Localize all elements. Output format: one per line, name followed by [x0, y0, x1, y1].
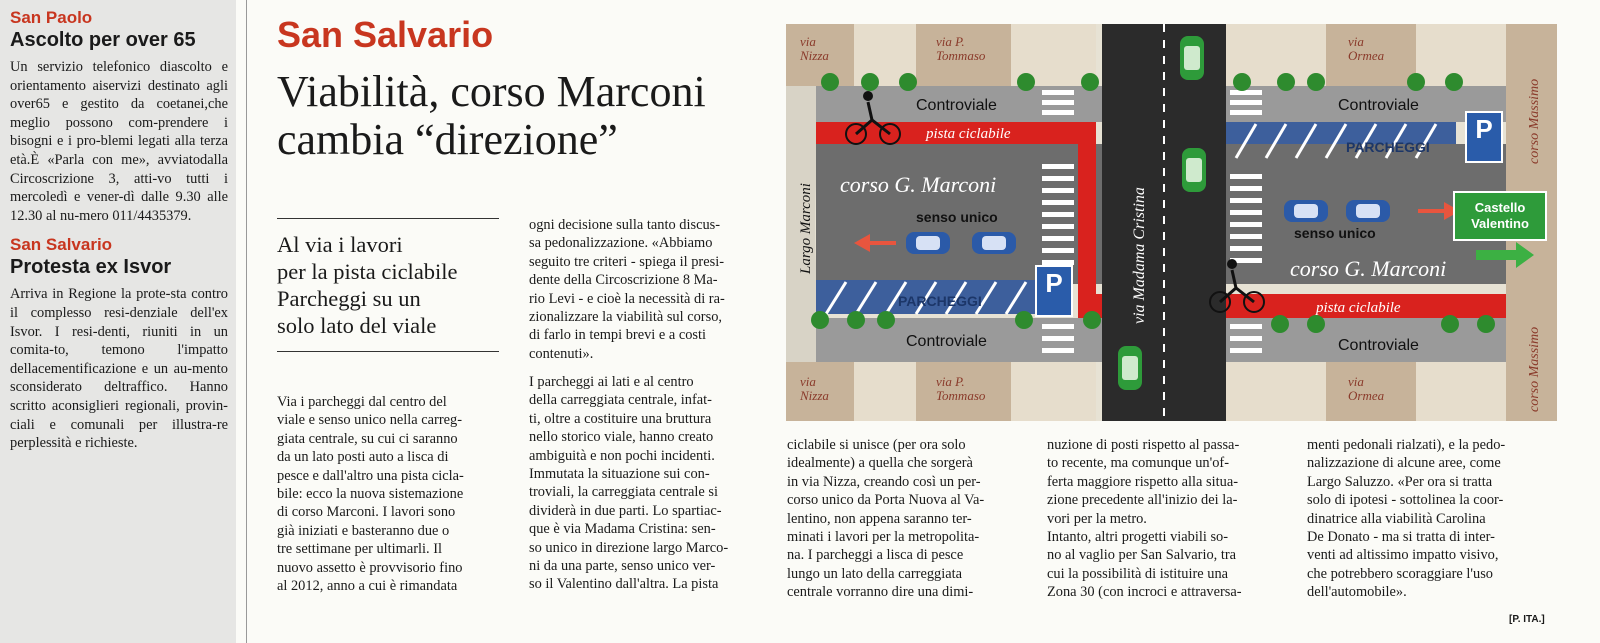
brief-kicker: San Paolo — [10, 8, 93, 27]
brief-title: Protesta ex Isvor — [10, 256, 172, 279]
article-column-2-top — [529, 216, 771, 363]
article-line: so il Valentino dall'altra. La pista — [529, 576, 719, 593]
article-line: venti ad altissimo impatto visivo, — [1307, 547, 1499, 564]
brief-line: Arriva in Regione la prote- — [10, 286, 171, 303]
article-line: pesce e dall'altro una pista cicla- — [277, 467, 464, 484]
via-tommaso-label-top: via P. Tommaso — [936, 34, 986, 63]
brief-body — [10, 58, 228, 225]
article-line: no al vaglio per San Salvario, tra — [1047, 547, 1237, 564]
article-line: zione precedente all'inizio dei la- — [1047, 492, 1238, 509]
brief-line: ciali e comunali per illustra- — [10, 416, 217, 433]
brief-line: dalla Circoscrizione 3, atti- — [10, 151, 228, 187]
brief-line: vo tutti i mercoledì e vener- — [10, 170, 228, 206]
car-icon — [1284, 200, 1328, 222]
article-line: della carreggiata centrale, infat- — [529, 392, 712, 409]
article-line: ambiguità e non pochi incidenti. — [529, 447, 715, 464]
controviale-label-top-left: Controviale — [916, 97, 997, 114]
article-line: Zona 30 (con incroci e attraversa- — [1047, 584, 1242, 601]
headline-line: Viabilità, corso Marconi — [277, 67, 706, 116]
article-line: zionalizzare la viabilità sul corso, — [529, 309, 722, 326]
article-line: sa pedonalizzazione. «Abbiamo — [529, 235, 713, 252]
article-line: to recente, ma comunque un'of- — [1047, 455, 1230, 472]
brief-line: prendere i bisogni e i pro- — [10, 114, 228, 150]
via-ormea-label-bottom: via Ormea — [1348, 374, 1385, 403]
brief-body — [10, 285, 228, 452]
article-line: lungo un lato della carreggiata — [787, 565, 963, 582]
brief-san-paolo — [10, 8, 228, 225]
senso-unico-label-right: senso unico — [1294, 225, 1376, 241]
article-line: Intanto, altri progetti viabili so- — [1047, 529, 1229, 546]
senso-unico-label-left: senso unico — [916, 209, 998, 225]
article-line: ti, oltre a costituire una bruttura — [529, 410, 712, 427]
article-line: tre settimane per ultimarli. Il — [277, 541, 443, 558]
brief-line: mero 011/4435379. — [79, 207, 192, 224]
pista-ciclabile-label-top: pista ciclabile — [926, 126, 1011, 142]
article-line: bile: ecco la nuova sistemazione — [277, 486, 464, 503]
article-line: che potrebbero scoraggiare l'uso — [1307, 565, 1493, 582]
via-nizza-label-bottom: via Nizza — [800, 374, 829, 403]
article-line: in via Nizza, creando così un per- — [787, 473, 981, 490]
corso-marconi-label-left: corso G. Marconi — [840, 172, 997, 197]
car-icon — [906, 232, 950, 254]
parking-sign-label: P — [1045, 268, 1063, 298]
article-line: I parcheggi ai lati e al centro — [529, 374, 694, 390]
parking-sign-label: P — [1475, 114, 1493, 144]
article-line: da un lato posti auto a lisca di — [277, 449, 449, 466]
bike-connector-top — [1078, 144, 1096, 164]
city-block — [1226, 362, 1326, 421]
subhead-line: Parcheggi su un — [277, 286, 421, 311]
via-ormea-label-top: via Ormea — [1348, 34, 1385, 63]
article-line: nuovo assetto è provvisorio fino — [277, 559, 463, 576]
article-line: già iniziati e basteranno due o — [277, 522, 450, 539]
brief-line: servizi destinato agli over — [10, 77, 228, 113]
article-line: dell'automobile». — [1307, 584, 1407, 601]
brief-line: consiglieri regionali, provin- — [58, 397, 228, 414]
news-sidebar — [0, 0, 236, 643]
article-line: ni da una parte, senso unico ver- — [529, 558, 716, 575]
car-icon — [1180, 36, 1204, 80]
article-column-1 — [277, 393, 503, 595]
headline-line: cambia “direzione” — [277, 115, 618, 164]
brief-kicker: San Salvario — [10, 235, 113, 255]
parcheggi-label-top: PARCHEGGI — [1346, 139, 1430, 155]
controviale-label-top-right: Controviale — [1338, 97, 1419, 114]
brief-san-salvario — [10, 235, 228, 452]
brief-line: re perplessità e richieste. — [10, 416, 228, 452]
bike-connector — [1078, 144, 1096, 318]
article-line: di corso Marconi. I lavori sono — [277, 504, 456, 521]
brief-line: denziale dell'ex Isvor. I resi- — [10, 304, 228, 340]
article-credit: [P. ITA.] — [1509, 614, 1545, 625]
article-line: troviali, la carreggiata centrale si — [529, 484, 718, 501]
subhead-line: solo lato del viale — [277, 313, 437, 338]
article-column-3 — [787, 436, 1032, 602]
city-block — [1011, 362, 1096, 421]
article-line: corso unico da Porta Nuova al Va- — [787, 492, 985, 509]
via-tommaso-label-bottom: via P. Tommaso — [936, 374, 986, 403]
largo-marconi-label: Largo Marconi — [798, 183, 814, 274]
article-column-4 — [1047, 436, 1292, 602]
castello-label: Castello Valentino — [1471, 200, 1529, 231]
article-line: solo di ipotesi - sottolinea la coor- — [1307, 492, 1504, 509]
article-line: cui la possibilità di istituire una — [1047, 565, 1229, 582]
article-line: giata centrale, su cui ci saranno — [277, 430, 458, 447]
article-line: que è via Madama Cristina: sen- — [529, 521, 716, 538]
article-line: dividerà in due parti. Lo spartiac- — [529, 502, 722, 519]
article-line: nuzione di posti rispetto al passa- — [1047, 437, 1240, 453]
article-line: minati i lavori per la metropolita- — [787, 529, 980, 546]
via-nizza-label-top: via Nizza — [800, 34, 829, 63]
brief-line: 65 e gestito da coetanei, — [35, 96, 209, 113]
article-line: di farlo in tempi brevi e a costi — [529, 327, 707, 344]
brief-line: to, temono l'impatto della — [10, 342, 228, 377]
article-line: De Donato - ma si tratta di inter- — [1307, 529, 1495, 546]
brief-line: sta contro il complesso resi- — [10, 286, 228, 321]
brief-line: È «Parla con me», avviato — [30, 151, 201, 168]
brief-line: ascolto e orientamento ai — [10, 59, 229, 94]
brief-line: denti, riuniti in un comita- — [10, 323, 228, 359]
article-line: nalizzazione di alcune aree, come — [1307, 455, 1501, 472]
brief-line: dì dalle 9.30 alle 12.30 al nu- — [10, 189, 228, 224]
article-column-2-bottom — [529, 373, 771, 594]
brief-line: blemi legati alla terza età. — [10, 133, 228, 168]
article-line: dinatrice alla viabilità Carolina — [1307, 510, 1486, 527]
article-line: lentino, non appena saranno ter- — [787, 510, 972, 527]
corso-marconi-label-right: corso G. Marconi — [1290, 256, 1447, 281]
article-line: centrale vorranno dire una dimi- — [787, 584, 974, 601]
subhead-line: per la pista ciclabile — [277, 259, 458, 284]
article-line: seguito tre criteri - spiega il presi- — [529, 253, 725, 270]
article-line: nello storico viale, hanno creato — [529, 429, 714, 446]
madama-cristina-label: via Madama Cristina — [1131, 187, 1148, 324]
car-icon — [972, 232, 1016, 254]
article-line: rio Levi - e cioè la necessità di ra- — [529, 290, 725, 307]
city-block — [1416, 362, 1506, 421]
corso-massimo-label-top: corso Massimo — [1527, 78, 1542, 164]
article-line: vori per la metro. — [1047, 510, 1147, 527]
parcheggi-label-bottom: PARCHEGGI — [898, 293, 982, 309]
car-icon — [1118, 346, 1142, 390]
corso-massimo-label-bottom: corso Massimo — [1527, 326, 1542, 412]
pista-ciclabile-label-bottom: pista ciclabile — [1316, 300, 1401, 316]
subhead-line: Al via i lavori — [277, 232, 403, 257]
article-line: ferta maggiore rispetto alla situa- — [1047, 473, 1238, 490]
article-line: Via i parcheggi dal centro del — [277, 394, 447, 410]
brief-line: che meglio possono com- — [10, 96, 228, 131]
article-line: ciclabile si unisce (per ora solo — [787, 437, 966, 453]
brief-title: Ascolto per over 65 — [10, 29, 196, 51]
article-column-5 — [1307, 436, 1552, 602]
article-line: viale e senso unico nella carreg- — [277, 412, 462, 429]
article-subhead — [277, 218, 499, 352]
article-headline — [277, 68, 777, 164]
brief-line: cementificazione e un au- — [37, 360, 193, 377]
controviale-label-bottom-left: Controviale — [906, 333, 987, 350]
article-line: contenuti». — [529, 345, 594, 362]
article-line: na. I parcheggi a lisca di pesce — [787, 547, 964, 564]
brief-line: Un servizio telefonico di — [10, 59, 172, 75]
article-line: menti pedonali rialzati), e la pedo- — [1307, 437, 1506, 453]
article-line: ogni decisione sulla tanto discus- — [529, 217, 721, 233]
car-icon — [1182, 148, 1206, 192]
article-line: idealmente) a quella che sorgerà — [787, 455, 973, 472]
brief-line: traffico. Hanno scritto a — [10, 379, 228, 414]
article-line: so unico in direzione largo Marco- — [529, 539, 729, 556]
controviale-label-bottom-right: Controviale — [1338, 337, 1419, 354]
article-line: al 2012, anno a cui è rimandata — [277, 578, 458, 595]
city-block — [854, 362, 916, 421]
brief-line: mento sconsiderato del — [10, 360, 228, 396]
article-line: dente della Circoscrizione 8 Ma- — [529, 272, 718, 289]
article-line: Largo Saluzzo. «Per ora si tratta — [1307, 473, 1493, 490]
traffic-map — [786, 24, 1557, 421]
car-icon — [1346, 200, 1390, 222]
article-kicker: San Salvario — [277, 14, 494, 55]
article-line: Immutata la situazione sui con- — [529, 466, 710, 483]
